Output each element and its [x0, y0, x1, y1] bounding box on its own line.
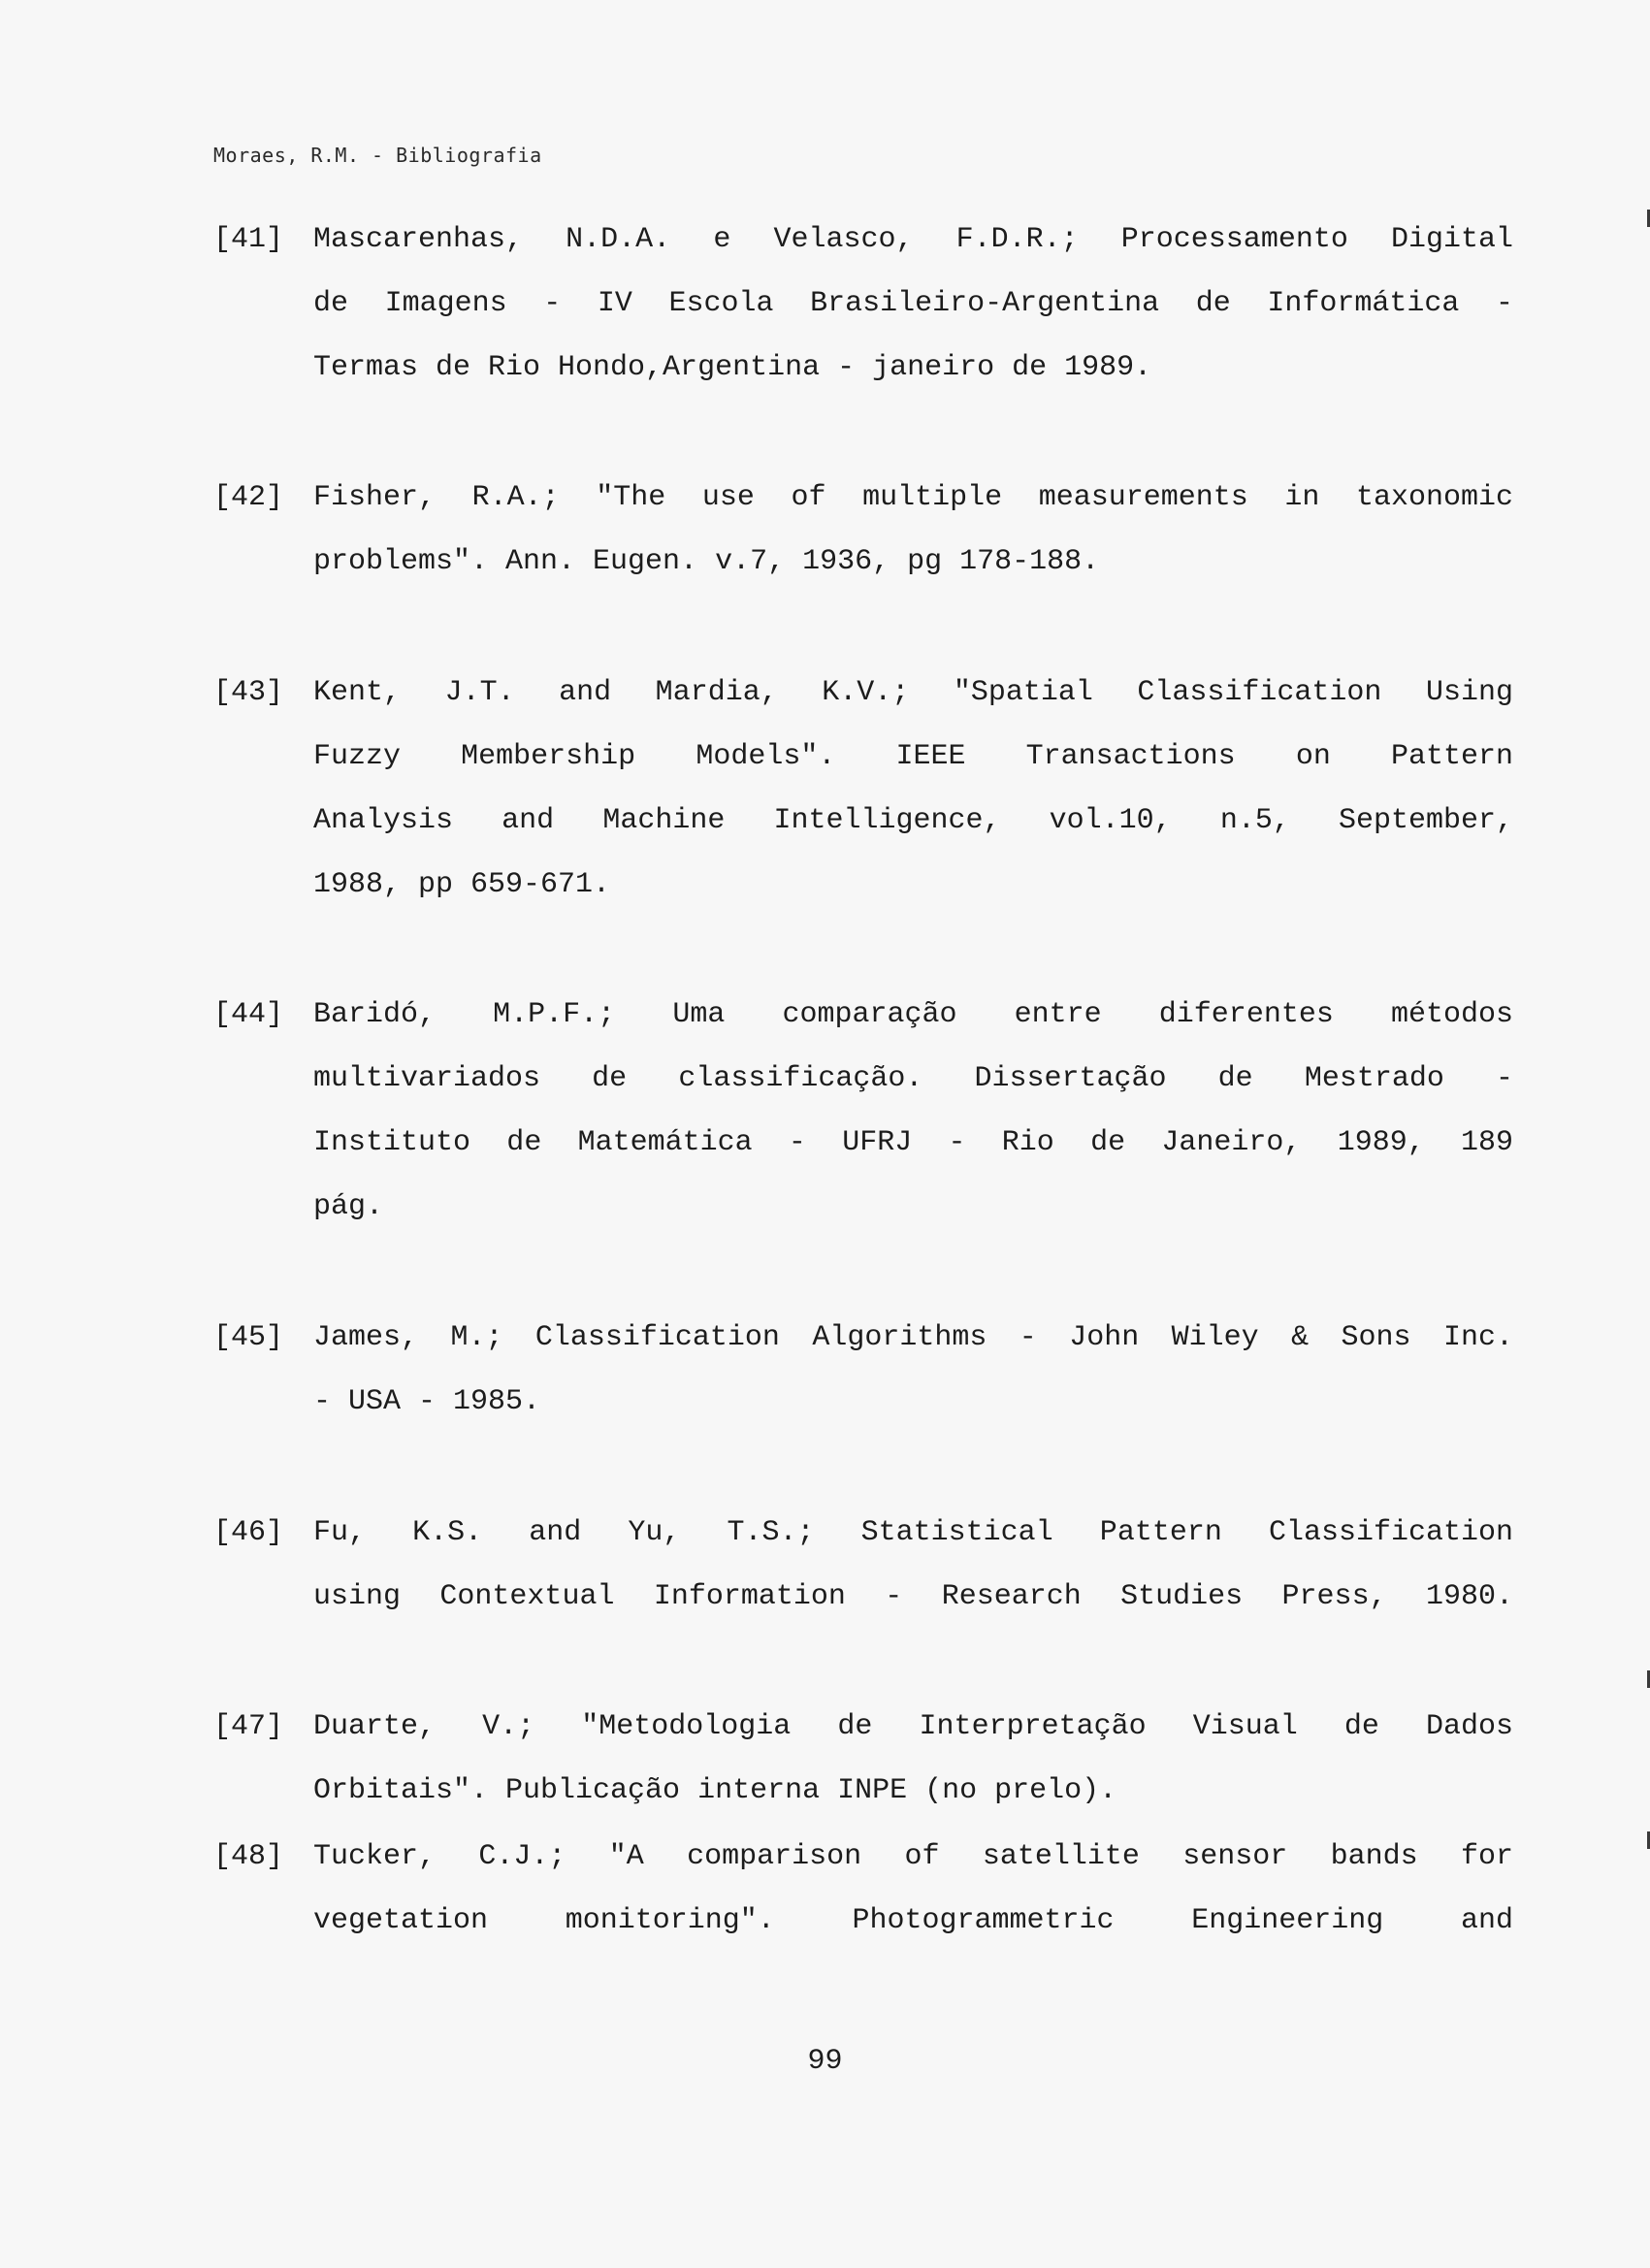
reference-line: Fu, K.S. and Yu, T.S.; Statistical Pattern Classification: [313, 1516, 1513, 1549]
reference-line: vegetation monitoring". Photogrammetric Engineering and: [313, 1904, 1513, 1937]
reference-number: [43]: [213, 676, 284, 709]
reference-number: [45]: [213, 1321, 284, 1354]
running-header: Moraes, R.M. - Bibliografia: [213, 144, 542, 167]
reference-line: multivariados de classificação. Dissertação de Mestrado -: [313, 1062, 1513, 1095]
page-number: 99: [807, 2045, 843, 2078]
reference-line: Fisher, R.A.; "The use of multiple measurements in taxonomic: [313, 481, 1513, 514]
reference-line: problems". Ann. Eugen. v.7, 1936, pg 178-188.: [313, 545, 1100, 578]
reference-line: Orbitais". Publicação interna INPE (no prelo).: [313, 1774, 1117, 1807]
reference-line: Mascarenhas, N.D.A. e Velasco, F.D.R.; Processamento Digital: [313, 223, 1513, 256]
reference-number: [44]: [213, 998, 284, 1031]
reference-line: Instituto de Matemática - UFRJ - Rio de Janeiro, 1989, 189: [313, 1126, 1513, 1159]
reference-line: pág.: [313, 1190, 384, 1223]
reference-number: [46]: [213, 1516, 284, 1549]
reference-number: [47]: [213, 1710, 284, 1743]
reference-line: Duarte, V.; "Metodologia de Interpretação Visual de Dados: [313, 1710, 1513, 1743]
reference-line: de Imagens - IV Escola Brasileiro-Argentina de Informática -: [313, 287, 1513, 320]
reference-line: - USA - 1985.: [313, 1385, 541, 1418]
reference-line: James, M.; Classification Algorithms - John Wiley & Sons Inc.: [313, 1321, 1513, 1354]
reference-number: [48]: [213, 1840, 284, 1873]
reference-line: Baridó, M.P.F.; Uma comparação entre diferentes métodos: [313, 998, 1513, 1031]
reference-line: Tucker, C.J.; "A comparison of satellite sensor bands for: [313, 1840, 1513, 1873]
reference-number: [41]: [213, 223, 284, 256]
reference-line: Analysis and Machine Intelligence, vol.10, n.5, September,: [313, 804, 1513, 837]
reference-line: 1988, pp 659-671.: [313, 868, 611, 901]
reference-line: Termas de Rio Hondo,Argentina - janeiro de 1989.: [313, 351, 1152, 384]
reference-line: using Contextual Information - Research Studies Press, 1980.: [313, 1580, 1513, 1613]
reference-line: Kent, J.T. and Mardia, K.V.; "Spatial Classification Using: [313, 676, 1513, 709]
reference-number: [42]: [213, 481, 284, 514]
reference-line: Fuzzy Membership Models". IEEE Transactions on Pattern: [313, 740, 1513, 773]
